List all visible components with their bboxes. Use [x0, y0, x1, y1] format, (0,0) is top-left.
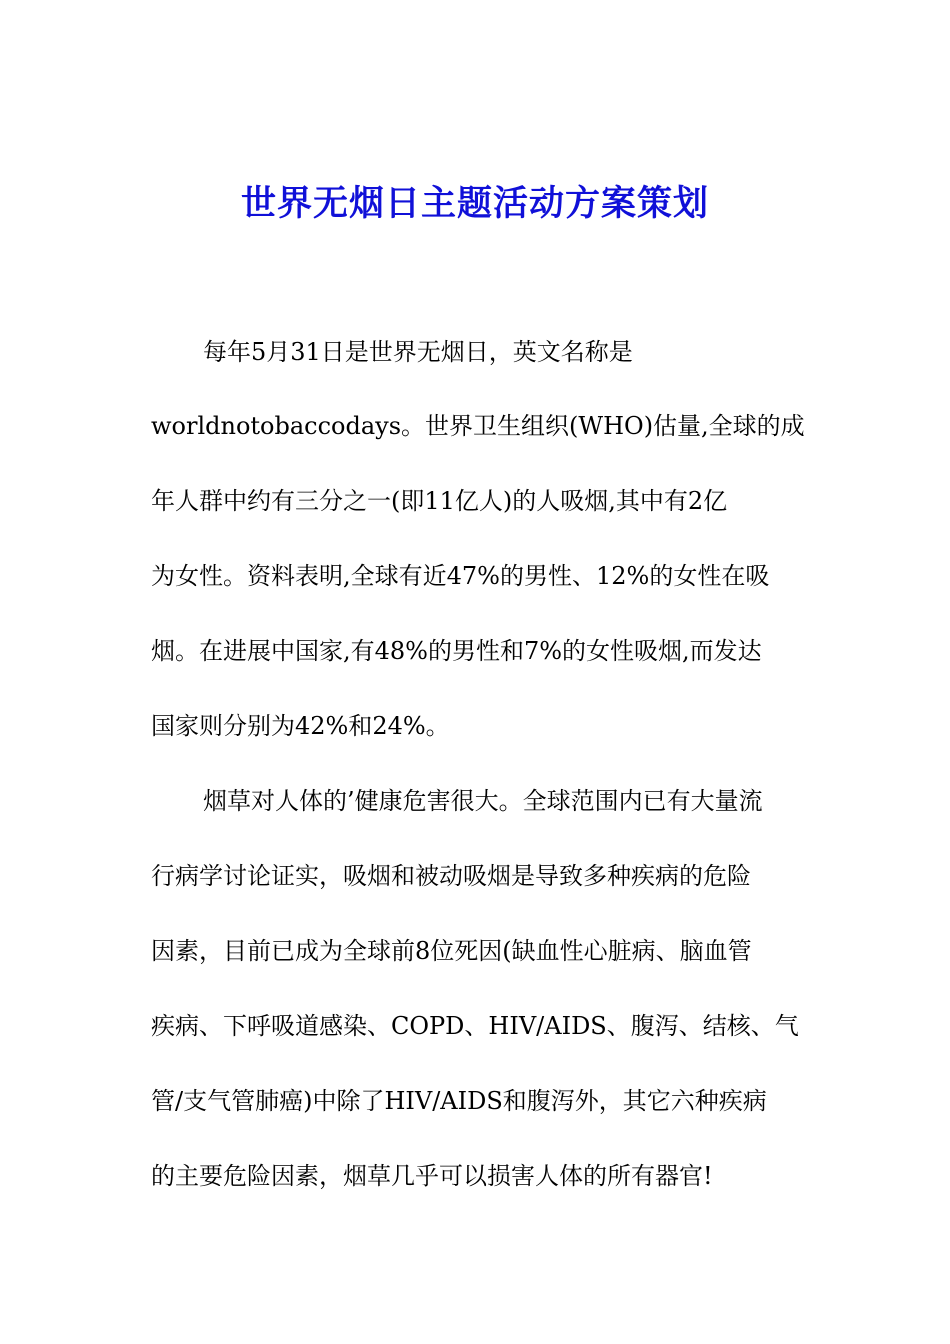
paragraph-line: 烟。在进展中国家,有48%的男性和7%的女性吸烟,而发达: [151, 637, 762, 665]
document-title: 世界无烟日主题活动方案策划: [240, 183, 709, 224]
paragraph-line: 的主要危险因素，烟草几乎可以损害人体的所有器官!: [151, 1162, 713, 1190]
paragraph-line: 行病学讨论证实，吸烟和被动吸烟是导致多种疾病的危险: [151, 862, 751, 890]
paragraph-line: 为女性。资料表明,全球有近47%的男性、12%的女性在吸: [151, 562, 770, 590]
paragraph-line: 每年5月31日是世界无烟日，英文名称是: [203, 338, 633, 366]
paragraph-line: 烟草对人体的’健康危害很大。全球范围内已有大量流: [203, 787, 763, 815]
paragraph-line: 疾病、下呼吸道感染、COPD、HIV/AIDS、腹泻、结核、气: [151, 1012, 799, 1040]
paragraph-line: 年人群中约有三分之一(即11亿人)的人吸烟,其中有2亿: [151, 487, 728, 515]
paragraph-line: 管/支气管肺癌)中除了HIV/AIDS和腹泻外，其它六种疾病: [151, 1087, 767, 1115]
paragraph-line: 国家则分别为42%和24%。: [151, 712, 450, 740]
paragraph-line: worldnotobaccodays。世界卫生组织(WHO)估量,全球的成: [151, 412, 805, 440]
paragraph-line: 因素，目前已成为全球前8位死因(缺血性心脏病、脑血管: [151, 937, 752, 965]
